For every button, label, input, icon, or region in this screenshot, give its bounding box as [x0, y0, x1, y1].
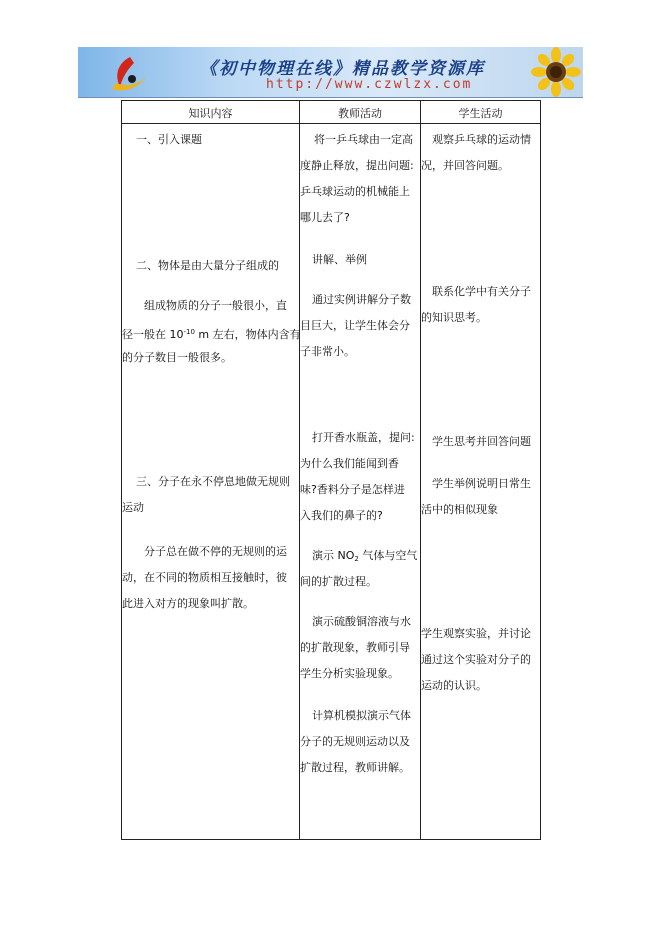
header-teacher: 教师活动 [338, 107, 382, 120]
section-3-para-line-1: 分子总在做不停的无规则的运 [144, 545, 287, 558]
section-2-line-3: 的分子数目一般很多。 [122, 351, 232, 364]
teacher-2: 讲解、举例 [312, 253, 367, 266]
teacher-1-line-2: 度静止释放，提出问题: [300, 159, 414, 172]
student-5-line-2: 通过这个实验对分子的 [421, 653, 531, 666]
section-2-line-1: 组成物质的分子一般很小，直 [144, 299, 287, 312]
teacher-4-line-4: 入我们的鼻子的? [300, 509, 383, 522]
banner-url: http://www.czwlzx.com [266, 77, 473, 92]
teacher-3-line-1: 通过实例讲解分子数 [312, 293, 411, 306]
section-3-para-line-3: 此进入对方的现象叫扩散。 [122, 597, 254, 610]
student-4-line-2: 活中的相似现象 [421, 503, 498, 516]
section-2-title: 二、物体是由大量分子组成的 [136, 259, 279, 272]
section-3-title-line-2: 运动 [122, 501, 144, 514]
teacher-1-line-3: 乒乓球运动的机械能上 [300, 185, 410, 198]
teacher-7-line-2: 分子的无规则运动以及 [300, 735, 410, 748]
header-banner [78, 47, 583, 97]
teacher-4-line-3: 味?香料分子是怎样进 [300, 483, 405, 496]
student-2-line-2: 的知识思考。 [421, 311, 487, 324]
student-5-line-3: 运动的认识。 [421, 679, 487, 692]
teacher-7-line-1: 计算机模拟演示气体 [312, 709, 411, 722]
section-2-line-2: 径一般在 $10^{-10}$ m 左右，物体内含有 [122, 328, 301, 341]
column-divider-2 [420, 101, 421, 839]
red-yellow-swoosh-logo-icon [108, 53, 148, 93]
section-intro: 一、引入课题 [136, 133, 202, 146]
header-knowledge: 知识内容 [188, 107, 233, 120]
teacher-6-line-3: 学生分析实验现象。 [300, 667, 399, 680]
student-5-line-1: 学生观察实验，并讨论 [421, 627, 531, 640]
teacher-1-line-4: 哪儿去了? [300, 211, 350, 224]
teacher-4-line-2: 为什么我们能闻到香 [300, 457, 399, 470]
sunflower-icon [528, 47, 583, 97]
teacher-4-line-1: 打开香水瓶盖，提问: [312, 431, 415, 444]
student-1-line-1: 观察乒乓球的运动情 [432, 133, 531, 146]
teacher-5-line-2: 间的扩散过程。 [300, 575, 377, 588]
lesson-table [121, 100, 541, 840]
teacher-5-line-1: 演示 $NO_2$ 气体与空气 [312, 549, 418, 563]
section-3-title-line-1: 三、分子在永不停息地做无规则 [136, 475, 290, 488]
banner-divider [78, 97, 583, 98]
student-4-line-1: 学生举例说明日常生 [432, 477, 531, 490]
teacher-3-line-3: 子非常小。 [300, 345, 355, 358]
header-student: 学生活动 [458, 107, 503, 120]
teacher-6-line-1: 演示硫酸铜溶液与水 [312, 615, 411, 628]
teacher-6-line-2: 的扩散现象，教师引导 [300, 641, 410, 654]
teacher-7-line-3: 扩散过程，教师讲解。 [300, 761, 410, 774]
student-1-line-2: 况，并回答问题。 [421, 159, 509, 172]
header-divider [122, 123, 540, 124]
student-2-line-1: 联系化学中有关分子 [432, 285, 531, 298]
student-3: 学生思考并回答问题 [432, 435, 531, 448]
teacher-1-line-1: 将一乒乓球由一定高 [314, 133, 413, 146]
teacher-3-line-2: 目巨大，让学生体会分 [300, 319, 410, 332]
section-3-para-line-2: 动，在不同的物质相互接触时，彼 [122, 571, 287, 584]
banner-title: 《初中物理在线》精品教学资源库 [200, 59, 485, 79]
